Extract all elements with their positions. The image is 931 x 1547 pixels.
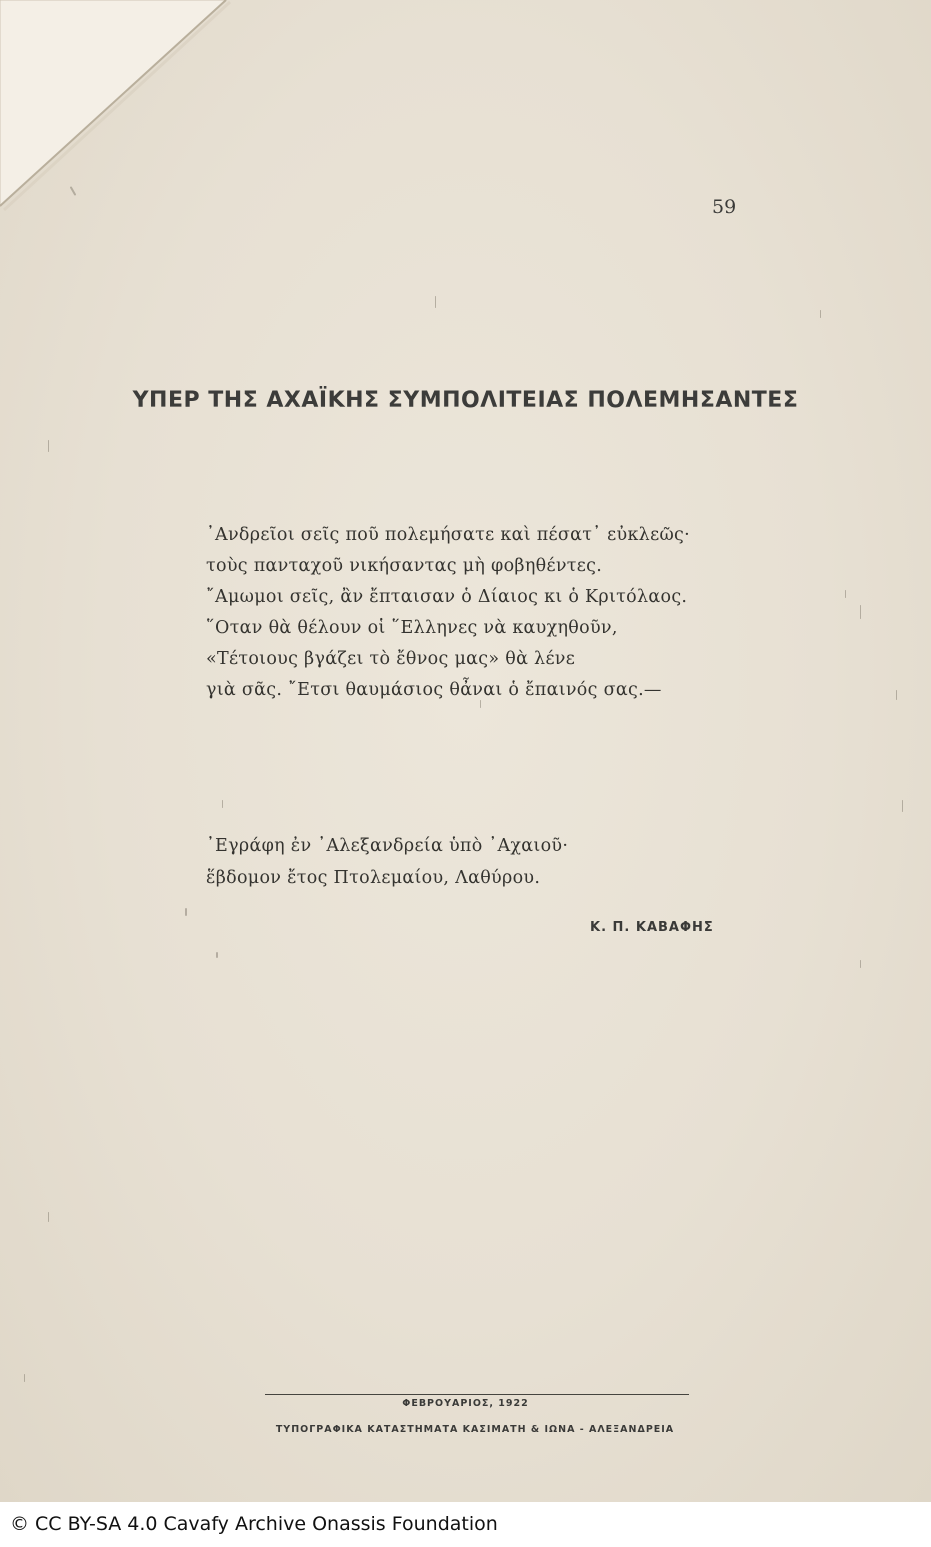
poem-line: ῞Οταν θὰ θέλουν οἱ ῞Ελληνες νὰ καυχηθοῦν, (206, 618, 618, 638)
paper-speck (48, 440, 49, 452)
paper-speck (222, 800, 223, 808)
page-number: 59 (712, 196, 737, 218)
footer-divider (265, 1394, 689, 1395)
poem-line: «Τέτοιους βγάζει τὸ ἔθνος μας» θὰ λένε (206, 649, 576, 669)
footer-date: ΦΕΒΡΟΥΑΡΙΟΣ, 1922 (402, 1398, 529, 1409)
poem-line: ῎Αμωμοι σεῖς, ἂν ἔπταισαν ὁ Δίαιος κι ὁ Κριτόλαος. (206, 587, 688, 607)
paper-speck (480, 700, 481, 708)
poem-line: γιὰ σᾶς. ῎Ετσι θαυμάσιος θἆναι ὁ ἔπαινός σας.— (206, 680, 662, 700)
author-signature: Κ. Π. ΚΑΒΑΦΗΣ (590, 920, 714, 935)
credit-bar (0, 1502, 931, 1547)
inscription-line: ἕβδομον ἔτος Πτολεμαίου, Λαθύρου. (206, 868, 541, 888)
paper-speck (24, 1374, 25, 1382)
paper-speck (902, 800, 903, 812)
paper-speck (185, 908, 187, 916)
poem-line: τοὺς πανταχοῦ νικήσαντας μὴ φοβηθέντες. (206, 556, 603, 576)
license-credit: © CC BY-SA 4.0 Cavafy Archive Onassis Foundation (10, 1513, 498, 1535)
paper-speck (845, 590, 846, 598)
paper-speck (216, 952, 218, 958)
inscription (206, 830, 568, 894)
paper-speck (820, 310, 821, 318)
paper-speck (48, 1212, 49, 1222)
inscription-line: ᾿Εγράφη ἐν ᾿Αλεξανδρεία ὑπὸ ᾿Αχαιοῦ· (206, 836, 569, 856)
paper-speck (896, 690, 897, 700)
paper-speck (860, 605, 861, 619)
footer-printer: ΤΥΠΟΓΡΑΦΙΚΑ ΚΑΤΑΣΤΗΜΑΤΑ ΚΑΣΙΜΑΤΗ & ΙΩΝΑ - ΑΛΕΞΑΝΔΡΕΙΑ (275, 1424, 675, 1435)
paper-speck (435, 296, 436, 308)
poem-line: ᾿Ανδρεῖοι σεῖς ποῦ πολεμήσατε καὶ πέσατ᾿ εὐκλεῶς· (206, 525, 690, 545)
poem-title: ΥΠΕΡ ΤΗΣ ΑΧΑΪΚΗΣ ΣΥΜΠΟΛΙΤΕΙΑΣ ΠΟΛΕΜΗΣΑΝΤΕΣ (132, 388, 799, 413)
paper-speck (860, 960, 861, 968)
poem-body (206, 520, 690, 706)
